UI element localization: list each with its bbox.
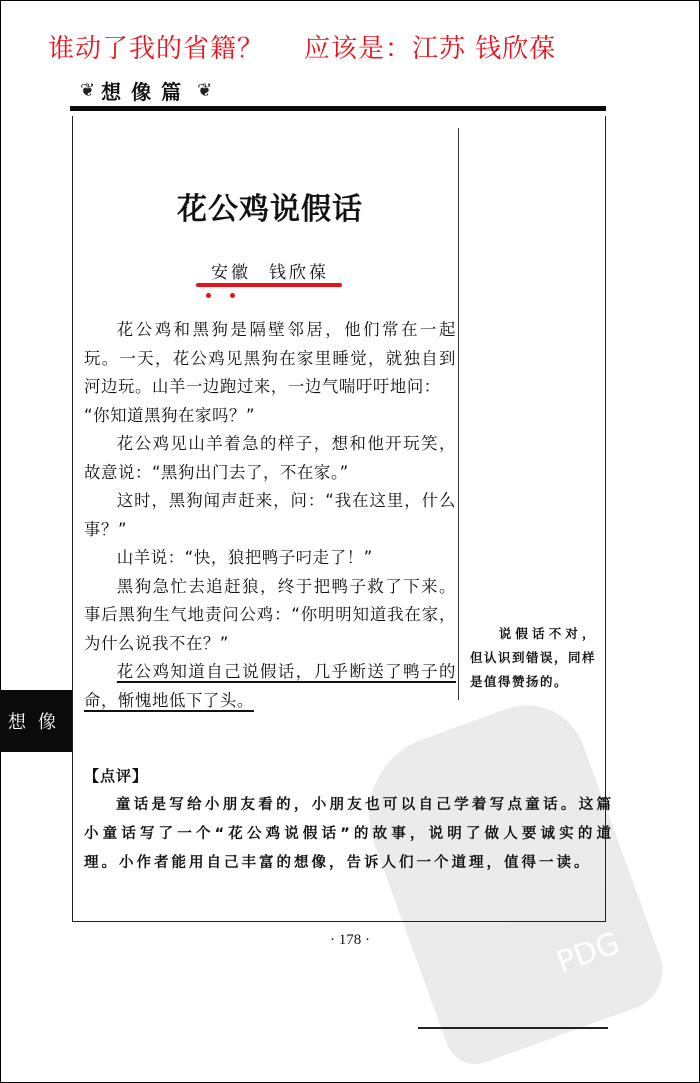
bottom-rule bbox=[418, 1027, 608, 1029]
cloud-ornament-left-icon: ❦ bbox=[80, 79, 96, 101]
story-paragraph: “你知道黑狗在家吗？” bbox=[84, 405, 256, 425]
underlined-sentence: 花公鸡知道自己说假话，几乎断送了鸭子的命，惭愧地低下了头。 bbox=[84, 662, 456, 710]
margin-note bbox=[470, 622, 596, 694]
story-title: 花公鸡说假话 bbox=[177, 192, 363, 227]
review-heading: 【点评】 bbox=[84, 767, 149, 785]
red-underline-mark bbox=[196, 283, 342, 287]
watermark-text: PDG bbox=[552, 925, 625, 981]
story-paragraph: 这时，黑狗闻声赶来，问：“我在这里，什么事？” bbox=[84, 491, 456, 539]
byline bbox=[90, 258, 450, 283]
story-body bbox=[84, 316, 456, 715]
byline-author: 钱欣葆 bbox=[269, 263, 329, 283]
page-number: · 178 · bbox=[330, 932, 370, 948]
red-annotation bbox=[48, 28, 668, 65]
story-paragraph: 花公鸡见山羊着急的样子，想和他开玩笑，故意说：“黑狗出门去了，不在家。” bbox=[84, 434, 456, 482]
story-paragraph: 花公鸡和黑狗是隔壁邻居，他们常在一起玩。一天，花公鸡见黑狗在家里睡觉，就独自到河边玩。山羊一边跑过来，一边气喘吁吁地问： bbox=[84, 320, 456, 396]
story-paragraph: 黑狗急忙去追赶狼，终于把鸭子救了下来。事后黑狗生气地责问公鸡：“你明明知道我在家，为什么说我不在？” bbox=[84, 576, 456, 653]
review-section bbox=[84, 762, 614, 878]
header-rule bbox=[70, 106, 606, 111]
cloud-ornament-right-icon: ❦ bbox=[197, 79, 213, 101]
story-paragraph: 山羊说：“快，狼把鸭子叼走了！” bbox=[116, 548, 373, 567]
section-title: 想像篇 bbox=[101, 79, 192, 104]
review-text: 童话是写给小朋友看的，小朋友也可以自己学着写点童话。这篇小童话写了一个“花公鸡说假话”的故事，说明了做人要诚实的道理。小作者能用自己丰富的想像，告诉人们一个道理，值得一读。 bbox=[84, 797, 614, 871]
story-paragraph-underlined bbox=[84, 658, 456, 715]
margin-note-text: 说假话不对，但认识到错误，同样是值得赞扬的。 bbox=[470, 626, 597, 689]
red-emphasis-dot bbox=[230, 293, 235, 298]
section-header bbox=[80, 75, 212, 105]
column-divider bbox=[458, 128, 459, 700]
annotation-answer: 应该是：江苏 钱欣葆 bbox=[304, 34, 557, 64]
red-emphasis-dot bbox=[206, 293, 211, 298]
chapter-side-tab: 想像 bbox=[0, 690, 72, 752]
annotation-question: 谁动了我的省籍？ bbox=[48, 34, 265, 64]
byline-province: 安徽 bbox=[211, 263, 251, 283]
